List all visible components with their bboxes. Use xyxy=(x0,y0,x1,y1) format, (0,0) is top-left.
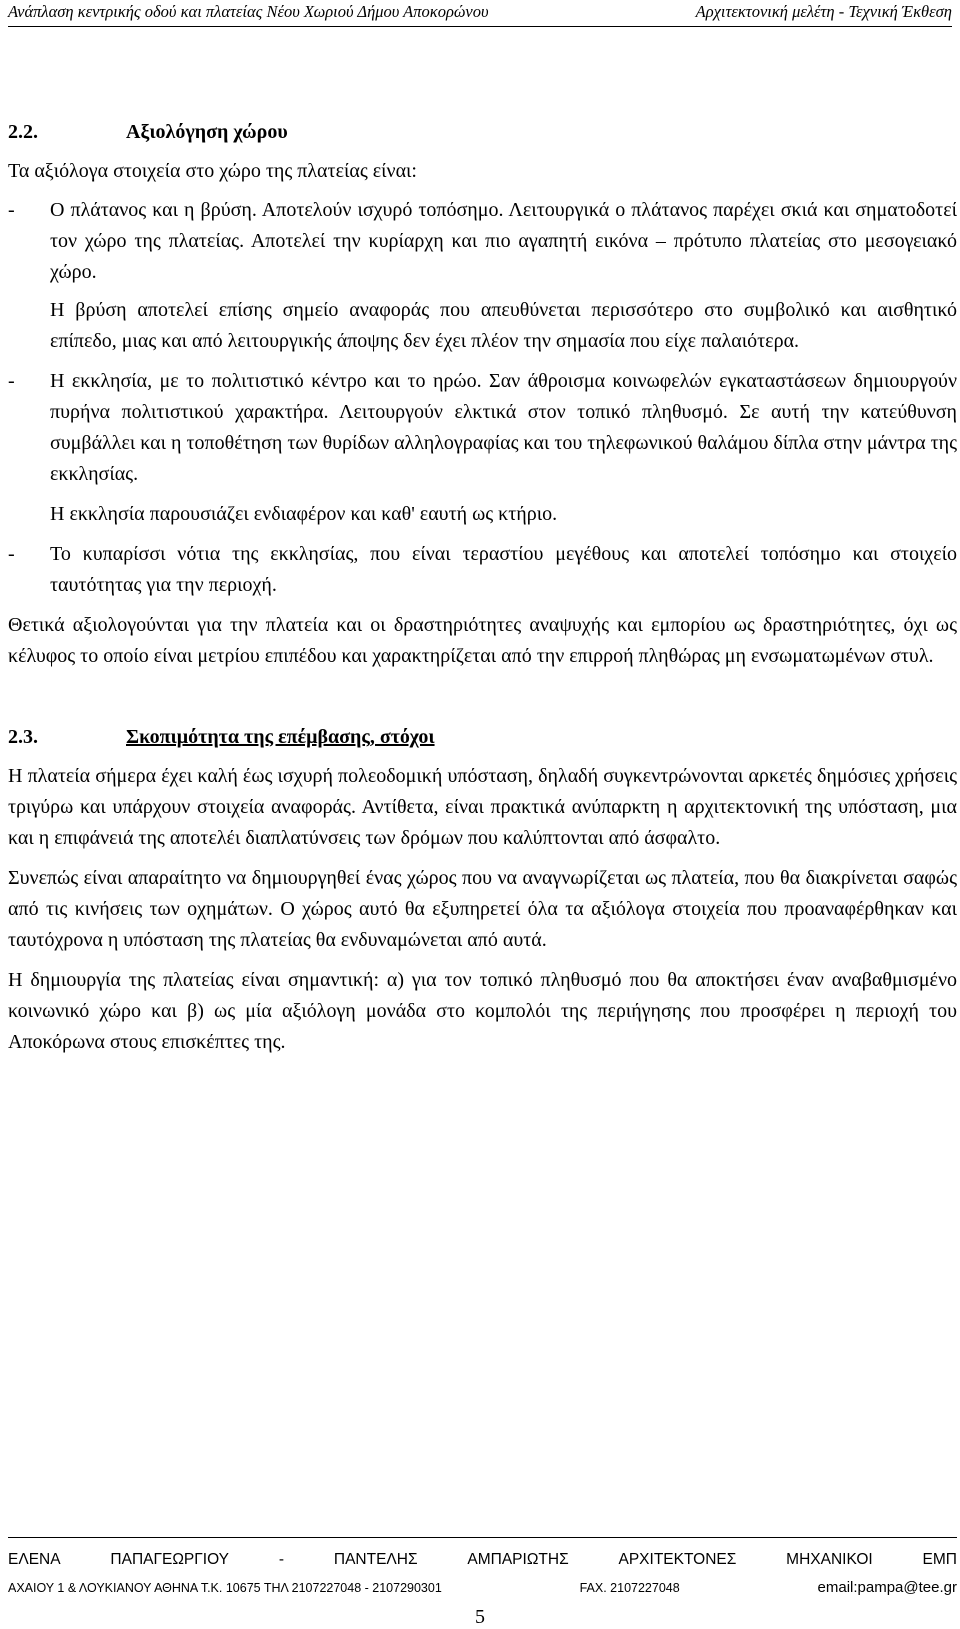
footer-role-architects: ΑΡΧΙΤΕΚΤΟΝΕΣ xyxy=(618,1551,737,1568)
section-title: Σκοπιμότητα της επέμβασης, στόχοι xyxy=(126,726,435,748)
footer-contact-line xyxy=(8,1578,957,1598)
footer-surname-first: ΠΑΠΑΓΕΩΡΓΙΟΥ xyxy=(110,1551,230,1568)
closing-paragraph: Θετικά αξιολογούνται για την πλατεία και οι δραστηριότητες αναψυχής και εμπορίου ως δραστηριότητες, όχι ως κέλυφος το οποίο είναι μετρίου επιπέδου και χαρακτηρίζεται από την επιρροή πληθώρας μη ενσωματωμένων στυλ. xyxy=(8,614,957,667)
running-header xyxy=(8,0,952,27)
bullet-dash: - xyxy=(8,199,15,221)
bullet-item xyxy=(8,195,957,288)
header-project-title: Ανάπλαση κεντρικής οδού και πλατείας Νέου Χωριού Δήμου Αποκορώνου xyxy=(8,2,489,21)
footer-role-ntua: ΕΜΠ xyxy=(922,1551,957,1568)
footer-fax: FAX. 2107227048 xyxy=(579,1581,680,1595)
page-footer xyxy=(8,1537,957,1598)
footer-names-line xyxy=(8,1550,957,1570)
bullet-item xyxy=(8,539,957,601)
body-paragraph: Η πλατεία σήμερα έχει καλή έως ισχυρή πολεοδομική υπόσταση, δηλαδή συγκεντρώνονται αρκετές δημόσιες χρήσεις τριγύρω και υπάρχουν στοιχεία αναφοράς. Αντίθετα, είναι πρακτικά ανύπαρκτη η αρχιτεκτονική της υπόσταση, μια και η επιφάνειά της αποτελέι διαπλατύνσεις των δρόμων που καλύπτονται από άσφαλτο. xyxy=(8,765,957,849)
bullet-item xyxy=(8,366,957,490)
intro-paragraph: Τα αξιόλογα στοιχεία στο χώρο της πλατείας είναι: xyxy=(8,160,417,182)
section-number: 2.2. xyxy=(8,121,38,143)
bullet-subparagraph: Η βρύση αποτελεί επίσης σημείο αναφοράς που απευθύνεται περισσότερο στο συμβολικό και αισθητικό επίπεδο, μιας και από λειτουργικής άποψης δεν έχει πλέον την σημασία που είχε παλαιότερα. xyxy=(50,299,957,352)
footer-email: email:pampa@tee.gr xyxy=(817,1579,957,1596)
section-title: Αξιολόγηση χώρου xyxy=(126,121,288,143)
footer-role-engineers: ΜΗΧΑΝΙΚΟΙ xyxy=(786,1551,873,1568)
footer-name-second: ΠΑΝΤΕΛΗΣ xyxy=(333,1551,418,1568)
footer-address: ΑΧΑΙΟΥ 1 & ΛΟΥΚΙΑΝΟΥ ΑΘΗΝΑ Τ.Κ. 10675 ΤΗΛ 2107227048 - 2107290301 xyxy=(8,1581,442,1595)
body-paragraph: Η δημιουργία της πλατείας είναι σημαντική: α) για τον τοπικό πληθυσμό που θα αποκτήσει έναν αναβαθμισμένο κοινωνικό χώρο και β) ως μία αξιόλογη μονάδα στο κομπολόι της περιήγησης που προσφέρει η περιοχή του Αποκόρωνα στους επισκέπτες της. xyxy=(8,969,957,1053)
bullet-dash: - xyxy=(8,543,15,565)
section-heading-2-3 xyxy=(8,722,957,753)
bullet-text: Το κυπαρίσσι νότια της εκκλησίας, που είναι τεραστίου μεγέθους και αποτελεί τοπόσημο και στοιχείο ταυτότητας για την περιοχή. xyxy=(50,543,957,596)
bullet-text: Η εκκλησία, με το πολιτιστικό κέντρο και το ηρώο. Σαν άθροισμα κοινωφελών εγκαταστάσεων δημιουργούν πυρήνα πολιτιστικού χαρακτήρα. Λειτουργούν ελκτικά στον τοπικό πληθυσμό. Σε αυτή την κατεύθυνση συμβάλλει και η τοποθέτηση των θυρίδων αλληλογραφίας και του τηλεφωνικού θαλάμου δίπλα στην μάντρα της εκκλησίας. xyxy=(50,370,957,485)
bullet-subparagraph: Η εκκλησία παρουσιάζει ενδιαφέρον και καθ' εαυτή ως κτήριο. xyxy=(50,503,558,525)
header-document-type: Αρχιτεκτονική μελέτη - Τεχνική Έκθεση xyxy=(695,2,952,21)
footer-separator: - xyxy=(278,1551,285,1568)
section-number: 2.3. xyxy=(8,726,38,748)
footer-name-first: ΕΛΕΝΑ xyxy=(8,1551,61,1568)
footer-surname-second: ΑΜΠΑΡΙΩΤΗΣ xyxy=(467,1551,569,1568)
section-heading-2-2 xyxy=(8,117,957,148)
page-number: 5 xyxy=(475,1606,485,1628)
body-paragraph: Συνεπώς είναι απαραίτητο να δημιουργηθεί ένας χώρος που να αναγνωρίζεται ως πλατεία, που θα διακρίνεται σαφώς από τις κινήσεις των οχημάτων. Ο χώρος αυτό θα εξυπηρετεί όλα τα αξιόλογα στοιχεία που προαναφέρθηκαν και ταυτόχρονα η υπόσταση της πλατείας θα ενδυναμώνεται από αυτά. xyxy=(8,867,957,951)
bullet-dash: - xyxy=(8,370,15,392)
page-content xyxy=(8,117,957,1058)
bullet-text: Ο πλάτανος και η βρύση. Αποτελούν ισχυρό τοπόσημο. Λειτουργικά ο πλάτανος παρέχει σκιά και σηματοδοτεί τον χώρο της πλατείας. Αποτελεί την κυρίαρχη και πιο αγαπητή εικόνα – πρότυπο πλατείας στο μεσογειακό χώρο. xyxy=(50,199,957,283)
